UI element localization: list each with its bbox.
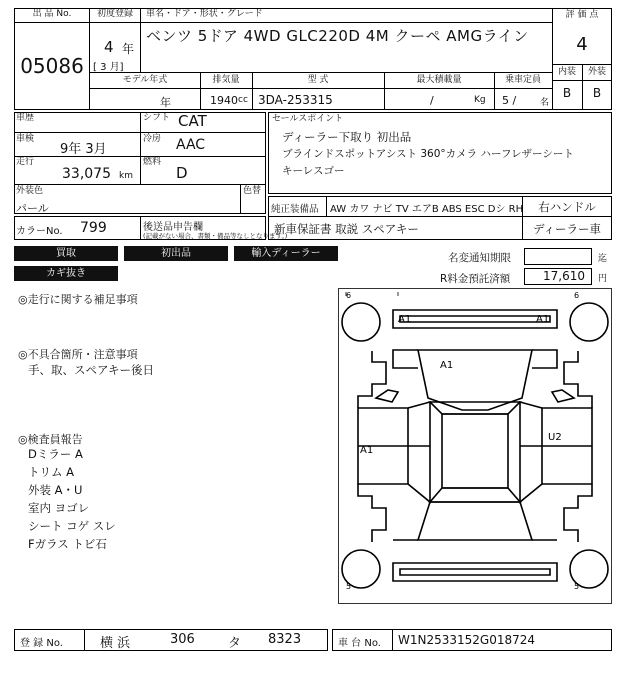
defects-text: 手、取、スペアキー後日: [28, 363, 155, 377]
rating-label: 評 価 点: [565, 10, 599, 20]
max-load-value: /: [430, 94, 434, 107]
corner-label-tl: 6: [346, 291, 352, 300]
ac-value: AAC: [176, 137, 206, 153]
badge-kaitori: 買取: [14, 246, 118, 261]
chassis-label: 車 台 No.: [338, 638, 381, 649]
car-damage-diagram: [338, 288, 612, 604]
damage-mark-left-side: A1: [360, 445, 374, 456]
capacity-value: 5 /: [502, 94, 517, 107]
mileage-label: 走行: [16, 157, 35, 167]
driving-notes-title: ◎走行に関する補足事項: [18, 293, 138, 306]
registration-number: 8323: [268, 632, 302, 647]
sales-point-line-3: キーレスゴー: [282, 165, 345, 177]
recycle-label: R料金預託済額: [440, 273, 511, 285]
name-change-unit: 迄: [598, 254, 608, 264]
max-load-unit: Kg: [474, 95, 486, 105]
model-year-label: モデル年式: [122, 75, 168, 85]
after-note: (記載がない場合、書類・備品等なしとなります。): [143, 232, 288, 240]
rating-value: 4: [576, 34, 588, 55]
recycle-value: 17,610: [524, 268, 592, 285]
first-reg-label: 初度登録: [96, 9, 133, 19]
damage-mark-right-side: U2: [548, 432, 562, 443]
badge-key-removed: カギ抜き: [14, 266, 118, 281]
max-load-label: 最大積載量: [416, 75, 462, 85]
exterior-grade: B: [592, 86, 602, 100]
registration-kana: タ: [228, 636, 242, 651]
first-reg-month: [ 3 月]: [93, 62, 124, 73]
damage-mark-hood: A1: [440, 360, 454, 371]
equipment-label: 純正装備品: [271, 204, 319, 215]
sales-point-line-2: ブラインドスポットアシスト 360°カメラ ハーフレザーシート: [282, 148, 574, 160]
lot-label: 出 品 No.: [32, 9, 72, 19]
handle-value: 右ハンドル: [538, 200, 596, 214]
after-label: 後送品申告欄: [143, 222, 203, 233]
inspector-title: ◎検査員報告: [18, 433, 83, 446]
badge-first-listing: 初出品: [124, 246, 228, 261]
inspector-line-6: Fガラス トビ石: [28, 537, 107, 551]
recycle-unit: 円: [598, 274, 608, 284]
inspector-line-1: Dミラー A: [28, 447, 83, 461]
sales-point-line-1: ディーラー下取り 初出品: [282, 130, 412, 144]
mileage-unit: km: [119, 171, 133, 181]
chassis-number: W1N2533152G018724: [398, 633, 536, 647]
shift-label: シフト: [143, 113, 171, 123]
registration-class: 306: [170, 632, 195, 647]
color-change-label: 色替: [243, 186, 262, 196]
ext-color-value: パール: [16, 202, 49, 215]
type-value: 3DA-253315: [258, 93, 333, 107]
docs-value: 新車保証書 取説 スペアキー: [274, 222, 419, 236]
corner-label-tr: 6: [574, 291, 580, 300]
car-outline: [339, 289, 612, 604]
defects-title: ◎不具合箇所・注意事項: [18, 348, 138, 361]
shaken-value: 9年 3月: [60, 142, 107, 157]
shaken-label: 車検: [16, 134, 35, 144]
displacement-value: 1940: [210, 94, 238, 107]
interior-label: 内装: [557, 67, 576, 77]
corner-label-bl: 5: [346, 582, 352, 591]
ext-color-label: 外装色: [16, 186, 44, 196]
exterior-label: 外装: [587, 67, 606, 77]
car-name: ベンツ 5ドア 4WD GLC220D 4M クーペ AMGライン: [146, 27, 529, 45]
damage-mark-front-bumper-right: A1: [536, 314, 550, 325]
displacement-label: 排気量: [212, 75, 240, 85]
capacity-unit: 名: [540, 98, 550, 108]
fuel-label: 燃料: [143, 157, 162, 167]
damage-mark-front-bumper-left: A1: [398, 314, 412, 325]
mileage-value: 33,075: [62, 166, 111, 182]
inspector-line-3: 外装 A・U: [28, 483, 83, 497]
color-no-value: 799: [80, 220, 107, 236]
type-label: 型 式: [307, 75, 329, 85]
corner-label-br: 5: [574, 582, 580, 591]
dealer-value: ディーラー車: [532, 222, 602, 236]
capacity-label: 乗車定員: [504, 75, 541, 85]
inspector-line-5: シート コゲ スレ: [28, 519, 116, 533]
registration-area: 横 浜: [100, 636, 131, 651]
color-no-label: カラーNo.: [16, 226, 63, 237]
model-year-unit: 年: [160, 96, 171, 109]
history-label: 車歴: [16, 113, 35, 123]
registration-label: 登 録 No.: [20, 638, 63, 649]
name-change-box: [524, 248, 592, 265]
first-reg-year-unit: 年: [122, 42, 135, 56]
inspector-line-4: 室内 ヨゴレ: [28, 501, 90, 515]
sales-point-label: セールスポイント: [272, 114, 344, 124]
fuel-value: D: [176, 164, 188, 182]
ac-label: 冷房: [143, 134, 162, 144]
equipment-value: AW カワ ナビ TV エアB ABS ESC Dシ RH: [330, 204, 524, 215]
inspector-line-2: トリム A: [28, 465, 75, 479]
name-label: 車名・ドア・形状・グレード: [146, 9, 263, 19]
badge-import-dealer: 輸入ディーラー: [234, 246, 338, 261]
first-reg-year: 4: [104, 38, 114, 56]
interior-grade: B: [562, 86, 572, 100]
displacement-unit: cc: [238, 95, 248, 105]
shift-value: CAT: [178, 112, 207, 130]
lot-number: 05086: [20, 54, 84, 78]
name-change-label: 名変通知期限: [448, 252, 511, 264]
